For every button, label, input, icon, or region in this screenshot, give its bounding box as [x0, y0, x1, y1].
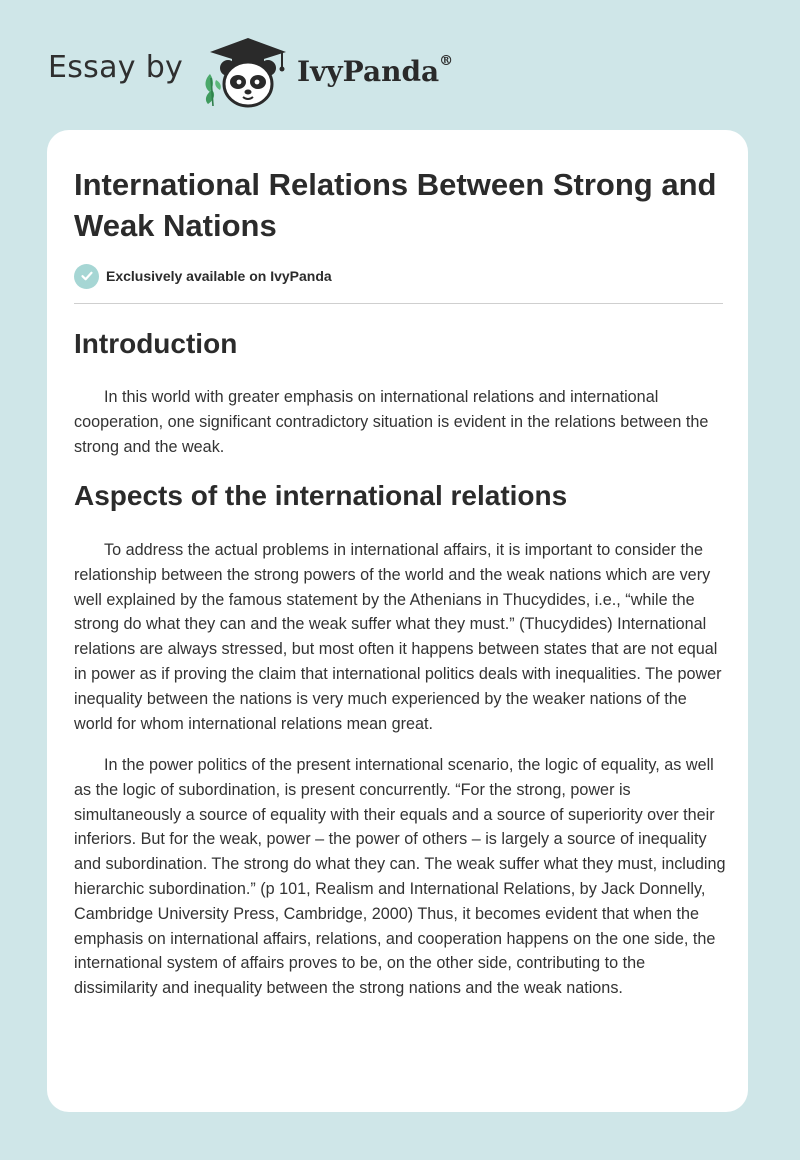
site-header	[0, 0, 800, 125]
checkmark-icon	[74, 264, 99, 289]
registered-mark: ®	[439, 53, 454, 69]
section-heading-introduction: Introduction	[74, 328, 238, 359]
exclusive-badge	[74, 263, 332, 289]
article-title: International Relations Between Strong and Weak Nations	[74, 167, 717, 243]
exclusive-label: Exclusively available on IvyPanda	[106, 268, 332, 284]
essay-by-label: Essay by	[48, 50, 184, 85]
panda-graduate-icon[interactable]	[198, 34, 290, 110]
paragraph-introduction: In this world with greater emphasis on international relations and international cooperation, one significant contradictory situation is evident in the relations between the strong and the weak.	[74, 388, 709, 456]
paragraph-aspects-1: To address the actual problems in international affairs, it is important to consider the relationship between the strong powers of the world and the weak nations which are very well explained by the famous statement by the Athenians in Thucydides, i.e., “while the strong do what they can and the weak suffer what they must.” (Thucydides) International relations are always stressed, but most often it happens between states that are not equal in power as if proving the claim that international politics deals with inequalities. The power inequality between the nations is very much experienced by the weaker nations of the world for whom international relations mean great.	[74, 541, 722, 733]
brand-name[interactable]: IvyPanda®	[297, 53, 454, 88]
paragraph-aspects-2: In the power politics of the present international scenario, the logic of equality, as well as the logic of subordination, is present concurrently. “For the strong, power is simultaneously a source of equality with their equals and a source of superiority over their inferiors. But for the weak, power – the power of others – is largely a source of inequality and subordination. The strong do what they can. The weak suffer what they must, including hierarchic subordination.” (p 101, Realism and International Relations, by Jack Donnelly, Cambridge University Press, Cambridge, 2000) Thus, it becomes evident that when the emphasis on international affairs, relations, and cooperation happens on the one side, the international system of affairs proves to be, on the other side, contributing to the dissimilarity and inequality between the strong nations and the weak nations.	[74, 756, 726, 998]
article-card	[47, 130, 748, 1112]
section-heading-aspects: Aspects of the international relations	[74, 480, 568, 511]
title-divider	[74, 303, 723, 304]
